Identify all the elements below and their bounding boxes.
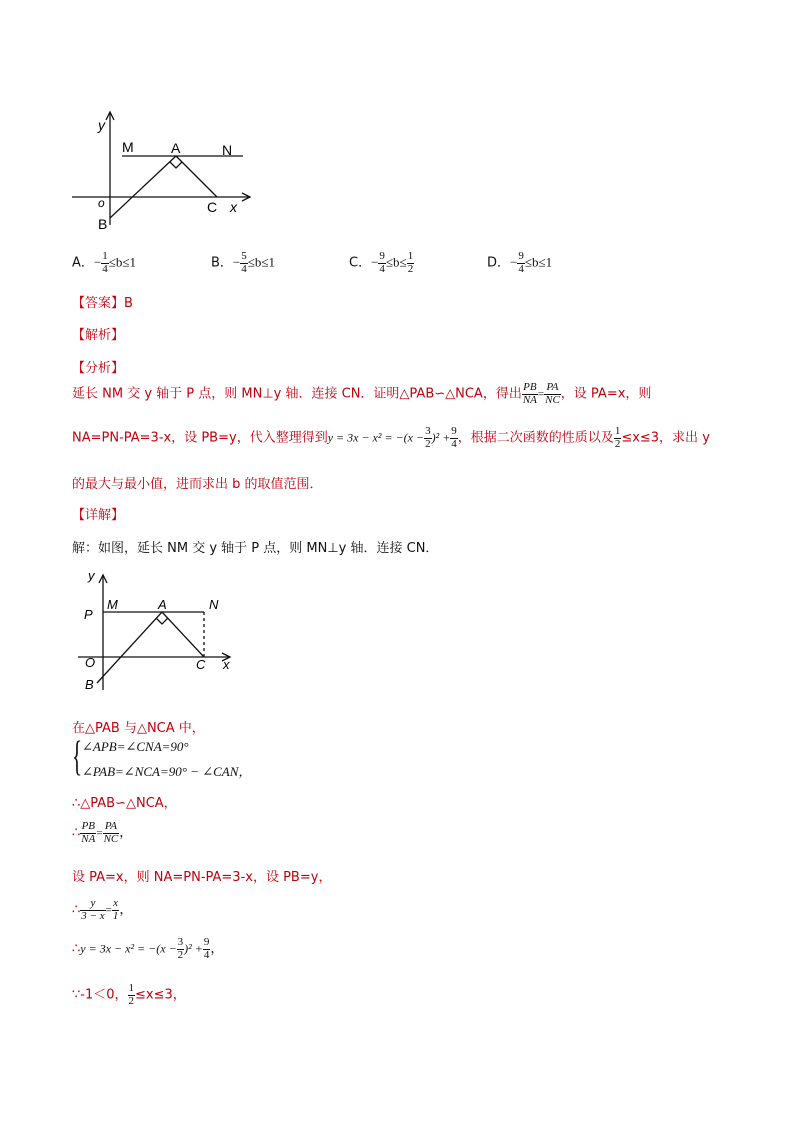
brace: {: [72, 734, 83, 780]
label-c: C: [196, 657, 206, 672]
label-y: y: [88, 568, 95, 583]
answer-value: B: [124, 296, 133, 311]
label-a: A: [158, 597, 167, 612]
fenxi-heading: 【分析】: [72, 361, 125, 376]
option-b: B．− $\frac{5}{4}$ ≤b≤1: [211, 250, 276, 275]
segment-ac: [162, 612, 204, 657]
analysis-line-2: NA=PN-PA=3-x，设 PB=y，代入整理得到y = 3x − x² = −(x − $\frac{3}{2}$ )² + $\frac{9}{4}$ ，根据二次函数的性质以及 $\frac{1}{2}$ ≤x≤3，求出 y: [72, 425, 710, 450]
label-b: B: [85, 677, 94, 692]
figure-2: [70, 565, 240, 695]
label-m: M: [122, 139, 134, 155]
right-angle-mark: [156, 618, 168, 624]
system-eq-1: ∠APB=∠CNA=90°: [82, 739, 189, 754]
option-c: C．− $\frac{9}{4}$ ≤b≤ $\frac{1}{2}$: [349, 250, 414, 275]
label-b: B: [98, 216, 108, 232]
analysis-line-3: 的最大与最小值，进而求出 b 的取值范围．: [72, 477, 323, 492]
analysis-line-1: 延长 NM 交 y 轴于 P 点，则 MN⊥y 轴．连接 CN．证明△PAB∽△NCA，得出 $\frac{PB}{NA}$ = $\frac{PA}{NC}$ ，设 PA=x，则: [72, 381, 652, 406]
label-x: x: [230, 199, 237, 215]
segment-ba: [110, 156, 176, 218]
proof-ratio: ∴ $\frac{PB}{NA}$ = $\frac{PA}{NC}$ ，: [72, 820, 133, 845]
label-origin: o: [98, 196, 105, 210]
proof-triangles: 在△PAB 与△NCA 中，: [72, 721, 205, 736]
segment-ba: [97, 612, 162, 683]
label-x: x: [223, 657, 230, 672]
proof-similar: ∴△PAB∽△NCA，: [72, 796, 177, 811]
jiexi-heading: 【解析】: [72, 328, 125, 343]
label-m: M: [107, 597, 118, 612]
proof-set: 设 PA=x，则 NA=PN-PA=3-x，设 PB=y，: [72, 870, 332, 885]
label-n: N: [222, 142, 233, 158]
answer-line: [72, 292, 133, 311]
xiangjie-heading: 【详解】: [72, 508, 125, 523]
option-a: A．− $\frac{1}{4}$ ≤b≤1: [72, 250, 137, 275]
answer-label: 【答案】: [72, 296, 125, 311]
label-a: A: [171, 140, 181, 156]
proof-yx: ∴ $\frac{y}{3 - x}$ = $\frac{x}{1}$ ，: [72, 897, 133, 922]
label-n: N: [209, 597, 219, 612]
proof-quadratic: ∴y = 3x − x² = −(x − $\frac{3}{2}$ )² + $\frac{9}{4}$ ，: [72, 936, 224, 961]
proof-condition: ∵-1＜0， $\frac{1}{2}$ ≤x≤3，: [72, 982, 186, 1007]
figure-1: [60, 100, 260, 235]
label-p: P: [84, 607, 93, 622]
label-y: y: [98, 117, 105, 133]
right-angle-mark: [170, 162, 182, 168]
solution-intro: 解：如图，延长 NM 交 y 轴于 P 点，则 MN⊥y 轴．连接 CN．: [72, 541, 439, 556]
option-d: D．− $\frac{9}{4}$ ≤b≤1: [487, 250, 553, 275]
label-o: O: [85, 655, 96, 670]
system-eq-2: ∠PAB=∠NCA=90° − ∠CAN，: [82, 764, 252, 779]
label-c: C: [207, 199, 218, 215]
